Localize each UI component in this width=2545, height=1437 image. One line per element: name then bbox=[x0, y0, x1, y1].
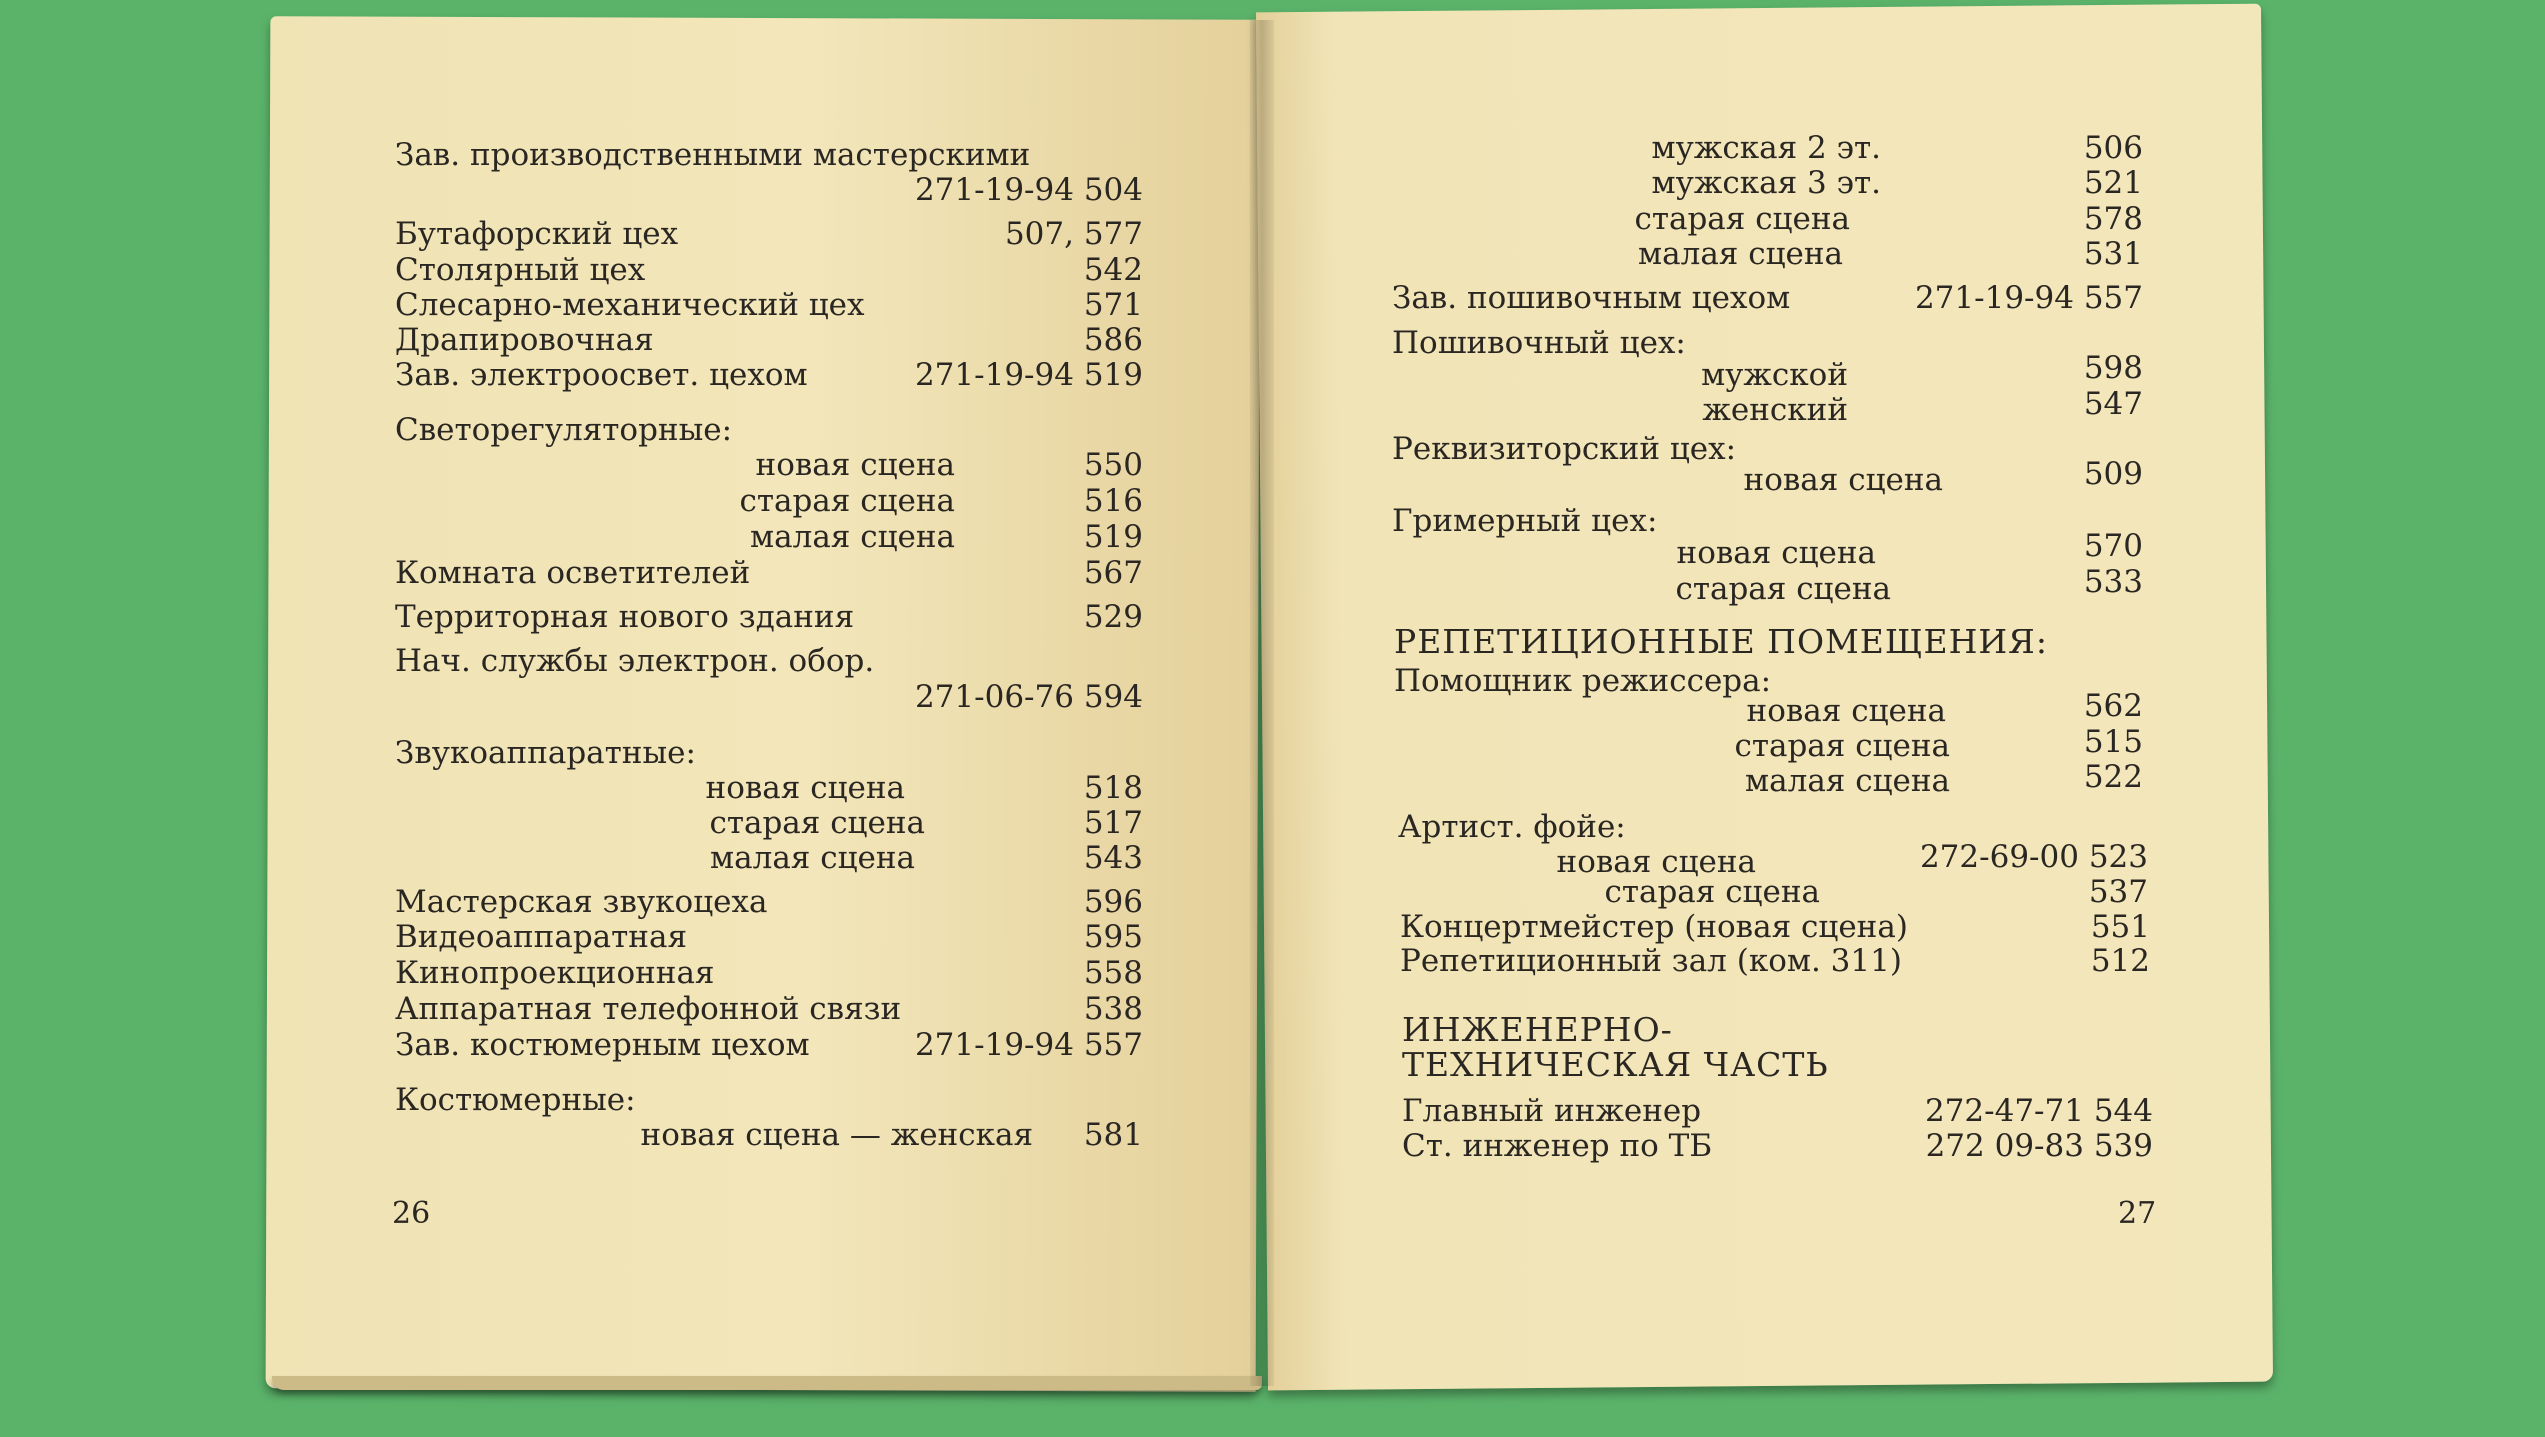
left-page-line: 518 bbox=[1083, 770, 1143, 806]
right-page-line: 272-47-71 544 bbox=[1924, 1093, 2153, 1129]
left-page-line: 586 bbox=[1083, 322, 1143, 358]
left-page-line: Драпировочная bbox=[395, 322, 654, 358]
left-page-line: новая сцена bbox=[705, 770, 905, 806]
left-page-line: новая сцена — женская bbox=[640, 1117, 1033, 1153]
left-page-line: 595 bbox=[1083, 919, 1143, 955]
left-page-line: 567 bbox=[1083, 555, 1143, 591]
right-page-line: 598 bbox=[2083, 350, 2143, 386]
left-page-line: Территорная нового здания bbox=[395, 599, 855, 635]
page-stack-edge bbox=[272, 1376, 1262, 1390]
left-page-line: 581 bbox=[1083, 1117, 1143, 1153]
left-page-line: 558 bbox=[1083, 955, 1143, 991]
right-page-line: 562 bbox=[2083, 688, 2143, 724]
left-page-number: 26 bbox=[392, 1196, 431, 1231]
left-page-line: 271-19-94 519 bbox=[914, 357, 1143, 393]
right-page-line: новая сцена bbox=[1676, 535, 1876, 571]
right-page-line: 521 bbox=[2083, 165, 2143, 201]
right-page-line: Помощник режиссера: bbox=[1394, 663, 1772, 699]
left-page-line: 271-06-76 594 bbox=[914, 679, 1143, 715]
right-page-line: малая сцена bbox=[1638, 236, 1843, 272]
left-page-line: старая сцена bbox=[739, 483, 955, 519]
right-page-number: 27 bbox=[2118, 1196, 2157, 1231]
right-page-line: РЕПЕТИЦИОННЫЕ ПОМЕЩЕНИЯ: bbox=[1394, 622, 2048, 661]
left-page-line: Комната осветителей bbox=[395, 555, 751, 591]
right-page-line: 515 bbox=[2083, 724, 2143, 760]
left-page-line: 571 bbox=[1083, 287, 1143, 323]
left-page-line: Костюмерные: bbox=[395, 1082, 636, 1118]
right-page-line: 547 bbox=[2083, 386, 2143, 422]
left-page-line: 271-19-94 504 bbox=[914, 172, 1143, 208]
right-page-line: 578 bbox=[2083, 201, 2143, 237]
left-page-line: Кинопроекционная bbox=[395, 955, 715, 991]
right-page-line: Артист. фойе: bbox=[1398, 809, 1626, 845]
right-page-line: 531 bbox=[2083, 236, 2143, 272]
right-page-line: Гримерный цех: bbox=[1392, 503, 1658, 539]
left-page-line: 517 bbox=[1083, 805, 1143, 841]
right-page-line: старая сцена bbox=[1634, 201, 1850, 237]
right-page-line: новая сцена bbox=[1746, 693, 1946, 729]
right-page-line: 272-69-00 523 bbox=[1919, 839, 2148, 875]
left-page-line: 538 bbox=[1083, 991, 1143, 1027]
left-page-line: 516 bbox=[1083, 483, 1143, 519]
right-page-line: 551 bbox=[2090, 909, 2150, 945]
left-page-line: Аппаратная телефонной связи bbox=[395, 991, 902, 1027]
right-page-line: Ст. инженер по ТБ bbox=[1402, 1128, 1713, 1164]
left-page-line: Светорегуляторные: bbox=[395, 412, 733, 448]
right-page-line: 570 bbox=[2083, 528, 2143, 564]
right-page-line: новая сцена bbox=[1743, 462, 1943, 498]
right-page-line: ИНЖЕНЕРНО- bbox=[1402, 1010, 1673, 1049]
left-page-line: Нач. службы электрон. обор. bbox=[395, 643, 875, 679]
left-page-line: 529 bbox=[1083, 599, 1143, 635]
left-page-line: 543 bbox=[1083, 840, 1143, 876]
right-page-line: мужская 2 эт. bbox=[1651, 130, 1881, 166]
right-page-line: мужской bbox=[1701, 357, 1848, 393]
left-page-line: старая сцена bbox=[709, 805, 925, 841]
right-page-line: 509 bbox=[2083, 456, 2143, 492]
right-page-line: 512 bbox=[2090, 943, 2150, 979]
right-page-line: 537 bbox=[2088, 874, 2148, 910]
left-page-line: Видеоаппаратная bbox=[395, 919, 688, 955]
left-page-line: Звукоаппаратные: bbox=[395, 735, 696, 771]
right-page-line: Репетиционный зал (ком. 311) bbox=[1400, 943, 1902, 979]
left-page-line: 542 bbox=[1083, 252, 1143, 288]
right-page-line: ТЕХНИЧЕСКАЯ ЧАСТЬ bbox=[1402, 1045, 1829, 1084]
book-gutter bbox=[1250, 20, 1274, 1386]
right-page-line: новая сцена bbox=[1556, 844, 1756, 880]
left-page-line: 507, 577 bbox=[1004, 216, 1143, 252]
right-page-line: старая сцена bbox=[1675, 571, 1891, 607]
right-page-line: Реквизиторский цех: bbox=[1392, 431, 1737, 467]
left-page-line: 519 bbox=[1083, 519, 1143, 555]
left-page-line: Зав. костюмерным цехом bbox=[395, 1027, 810, 1063]
right-page-line: Зав. пошивочным цехом bbox=[1392, 280, 1791, 316]
right-page-line: мужская 3 эт. bbox=[1651, 165, 1881, 201]
right-page-line: 522 bbox=[2083, 759, 2143, 795]
left-page-line: Слесарно-механический цех bbox=[395, 287, 865, 323]
right-page-line: 271-19-94 557 bbox=[1914, 280, 2143, 316]
left-page-line: Столярный цех bbox=[395, 252, 646, 288]
left-page-line: Мастерская звукоцеха bbox=[395, 884, 768, 920]
left-page-line: Зав. производственными мастерскими bbox=[395, 137, 1031, 173]
left-page-line: малая сцена bbox=[710, 840, 915, 876]
right-page-line: старая сцена bbox=[1734, 728, 1950, 764]
left-page-line: 596 bbox=[1083, 884, 1143, 920]
right-page-line: малая сцена bbox=[1745, 763, 1950, 799]
left-page-line: малая сцена bbox=[750, 519, 955, 555]
left-page-line: Зав. электроосвет. цехом bbox=[395, 357, 808, 393]
right-page-line: 272 09-83 539 bbox=[1925, 1128, 2153, 1164]
left-page-line: 550 bbox=[1083, 447, 1143, 483]
left-page-line: Бутафорский цех bbox=[395, 216, 679, 252]
right-page-line: Главный инженер bbox=[1402, 1093, 1702, 1129]
right-page-line: женский bbox=[1702, 392, 1848, 428]
left-page-line: новая сцена bbox=[755, 447, 955, 483]
left-page-line: 271-19-94 557 bbox=[914, 1027, 1143, 1063]
right-page-line: 533 bbox=[2083, 564, 2143, 600]
right-page-line: 506 bbox=[2083, 130, 2143, 166]
right-page-line: Концертмейстер (новая сцена) bbox=[1400, 909, 1908, 945]
right-page-line: старая сцена bbox=[1604, 874, 1820, 910]
right-page-line: Пошивочный цех: bbox=[1392, 325, 1686, 361]
